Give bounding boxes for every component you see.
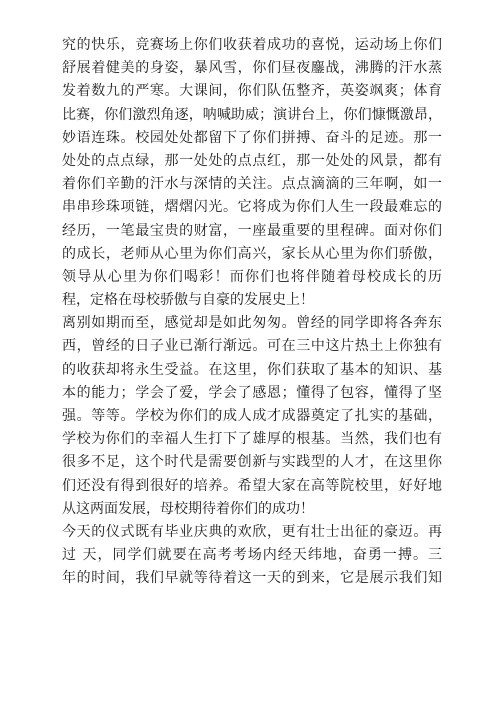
text-line: 们还没有得到很好的培养。希望大家在高等院校里，好好地	[62, 477, 442, 494]
text-line: 学校为你们的幸福人生打下了雄厚的根基。当然，我们也有	[62, 431, 442, 448]
text-line: 经历，一笔最宝贵的财富，一座最重要的里程碑。面对你们	[62, 222, 442, 239]
text-line: 比赛，你们激烈角逐，呐喊助威；演讲台上，你们慷慨激昂，	[62, 106, 442, 123]
text-line: 处处的点点绿，那一处处的点点红，那一处处的风景，都有	[62, 152, 442, 169]
text-line: 年的时间，我们早就等待着这一天的到来，它是展示我们知	[62, 570, 442, 587]
text-line: 强。等等。学校为你们的成人成才成器奠定了扎实的基础，	[62, 408, 442, 424]
text-line: 妙语连珠。校园处处都留下了你们拼搏、奋斗的足迹。那一	[62, 129, 442, 146]
text-line: 发着数九的严寒。大课间，你们队伍整齐，英姿飒爽；体育	[62, 83, 442, 100]
text-line: 本的能力；学会了爱，学会了感恩；懂得了包容，懂得了坚	[62, 384, 442, 401]
text-line: 西，曾经的日子业已渐行渐远。可在三中这片热土上你独有	[62, 338, 442, 355]
text-line: 究的快乐，竞赛场上你们收获着成功的喜悦，运动场上你们	[62, 37, 442, 53]
text-line: 的收获却将永生受益。在这里，你们获取了基本的知识、基	[62, 361, 442, 378]
text-line: 很多不足，这个时代是需要创新与实践型的人才，在这里你	[62, 454, 442, 471]
text-line: 今天的仪式既有毕业庆典的欢欣，更有壮士出征的豪迈。再	[62, 523, 442, 540]
text-line: 程，定格在母校骄傲与自豪的发展史上！	[62, 292, 314, 309]
text-line: 从这两面发展，母校期待着你们的成功！	[62, 500, 314, 517]
document-body	[62, 34, 442, 591]
text-line: 领导从心里为你们喝彩！而你们也将伴随着母校成长的历	[62, 268, 442, 285]
text-line: 舒展着健美的身姿，暴风雪，你们昼夜鏖战，沸腾的汗水蒸	[62, 60, 442, 77]
text-line: 离别如期而至，感觉却是如此匆匆。曾经的同学即将各奔东	[62, 315, 442, 332]
text-line: 着你们辛勤的汗水与深情的关注。点点滴滴的三年啊，如一	[62, 176, 442, 193]
text-line: 串串珍珠项链，熠熠闪光。它将成为你们人生一段最难忘的	[62, 199, 442, 216]
text-line: 的成长，老师从心里为你们高兴，家长从心里为你们骄傲，	[62, 245, 442, 262]
text-line: 过 天，同学们就要在高考考场内经天纬地，奋勇一搏。三	[62, 547, 442, 564]
